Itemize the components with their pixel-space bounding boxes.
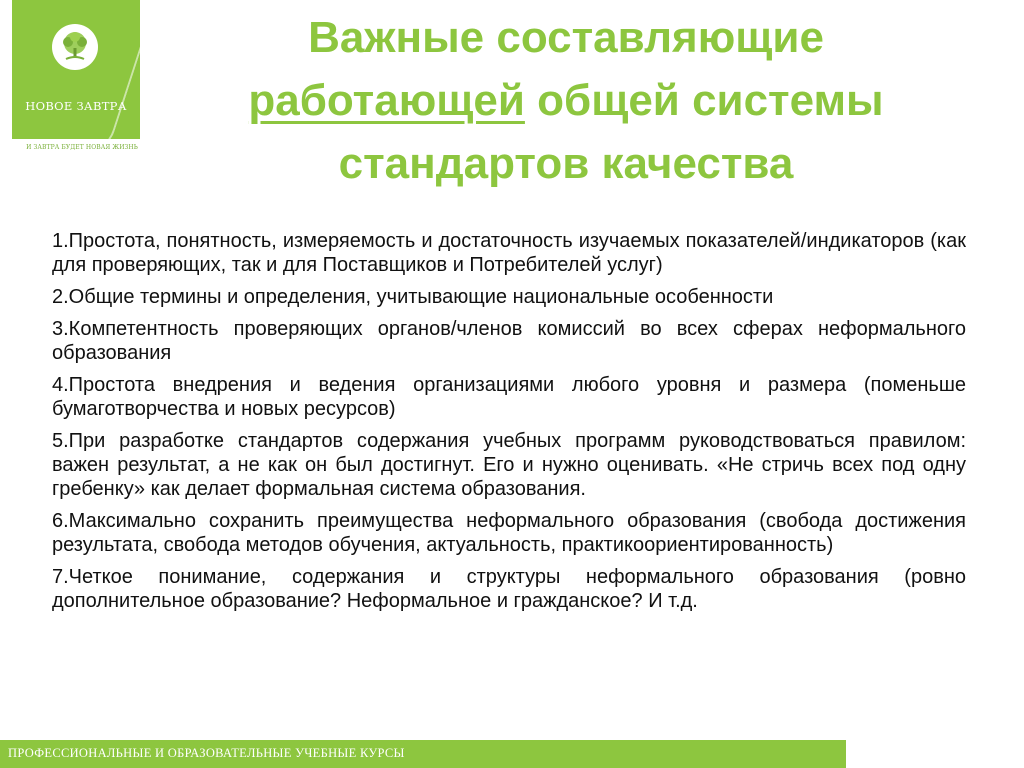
title-line-1: Важные составляющие xyxy=(308,13,824,62)
list-item: 6.Максимально сохранить преимущества неформального образования (свобода достижения результата, свобода методов обучения, актуальность, практикоориентированность) xyxy=(52,510,966,556)
logo-tagline: И ЗАВТРА БУДЕТ НОВАЯ ЖИЗНЬ xyxy=(26,144,138,151)
title-line-2-rest: общей системы xyxy=(524,76,884,125)
list-item: 7.Четкое понимание, содержания и структуры неформального образования (ровно дополнительное образование? Неформальное и гражданское? И т.д. xyxy=(52,566,966,612)
title-line-2 xyxy=(180,69,952,132)
logo-name: НОВОЕ ЗАВТРА xyxy=(25,99,127,113)
footer-bar xyxy=(0,740,846,768)
tree-icon xyxy=(52,24,98,70)
requirements-list xyxy=(52,229,966,621)
logo-swoosh xyxy=(75,0,140,139)
title-line-3: стандартов качества xyxy=(338,139,794,188)
list-item: 2.Общие термины и определения, учитывающие национальные особенности xyxy=(52,286,774,308)
footer-text: ПРОФЕССИОНАЛЬНЫЕ И ОБРАЗОВАТЕЛЬНЫЕ УЧЕБНЫЕ КУРСЫ xyxy=(8,746,405,760)
list-item: 5.При разработке стандартов содержания учебных программ руководствоваться правилом: важен результат, а не как он был достигнут. Его и нужно оценивать. «Не стричь всех под одну гребенку» как делает формальная система образования. xyxy=(52,430,966,500)
logo xyxy=(12,0,140,139)
slide-title xyxy=(180,6,952,195)
title-underlined-word: работающей xyxy=(248,76,525,125)
list-item: 3.Компетентность проверяющих органов/членов комиссий во всех сферах неформального образования xyxy=(52,318,966,364)
list-item: 4.Простота внедрения и ведения организациями любого уровня и размера (поменьше бумаготворчества и новых ресурсов) xyxy=(52,374,966,420)
list-item: 1.Простота, понятность, измеряемость и достаточность изучаемых показателей/индикаторов (как для проверяющих, так и для Поставщиков и Потребителей услуг) xyxy=(52,230,966,276)
